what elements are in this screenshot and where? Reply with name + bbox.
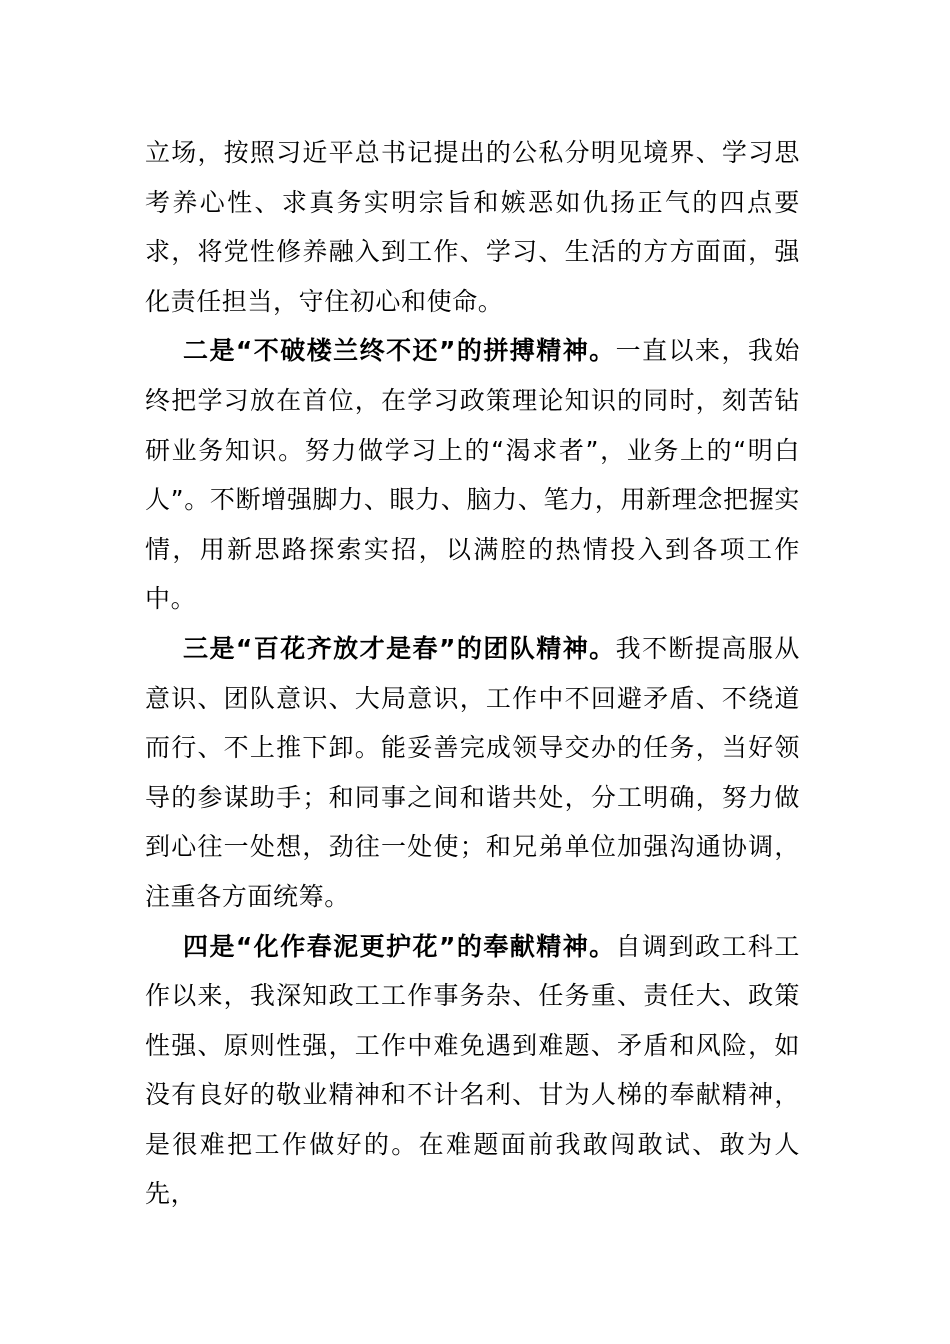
document-body — [145, 128, 800, 1219]
paragraph-text: 立场，按照习近平总书记提出的公私分明见境界、学习思考养心性、求真务实明宗旨和嫉恶如仇扬正气的四点要求，将党性修养融入到工作、学习、生活的方方面面，强化责任担当，守住初心和使命。 — [145, 138, 800, 316]
paragraph-dedication-spirit — [145, 922, 800, 1220]
paragraph-heading: 四是“化作春泥更护花”的奉献精神。 — [183, 931, 616, 961]
paragraph-text: 我不断提高服从意识、团队意识、大局意识，工作中不回避矛盾、不绕道而行、不上推下卸。能妥善完成领导交办的任务，当好领导的参谋助手；和同事之间和谐共处，分工明确，努力做到心往一处想，劲往一处使；和兄弟单位加强沟通协调，注重各方面统筹。 — [145, 633, 800, 911]
paragraph-text: 自调到政工科工作以来，我深知政工工作事务杂、任务重、责任大、政策性强、原则性强，工作中难免遇到难题、矛盾和风险，如没有良好的敬业精神和不计名利、甘为人梯的奉献精神，是很难把工作做好的。在难题面前我敢闯敢试、敢为人先， — [145, 931, 800, 1209]
paragraph-heading: 三是“百花齐放才是春”的团队精神。 — [183, 633, 616, 663]
paragraph-heading: 二是“不破楼兰终不还”的拼搏精神。 — [183, 336, 616, 366]
paragraph-team-spirit — [145, 624, 800, 922]
paragraph-continuation — [145, 128, 800, 326]
paragraph-striving-spirit — [145, 326, 800, 624]
paragraph-text: 一直以来，我始终把学习放在首位，在学习政策理论知识的同时，刻苦钻研业务知识。努力做学习上的“渴求者”，业务上的“明白人”。不断增强脚力、眼力、脑力、笔力，用新理念把握实情，用新思路探索实招，以满腔的热情投入到各项工作中。 — [145, 336, 800, 614]
